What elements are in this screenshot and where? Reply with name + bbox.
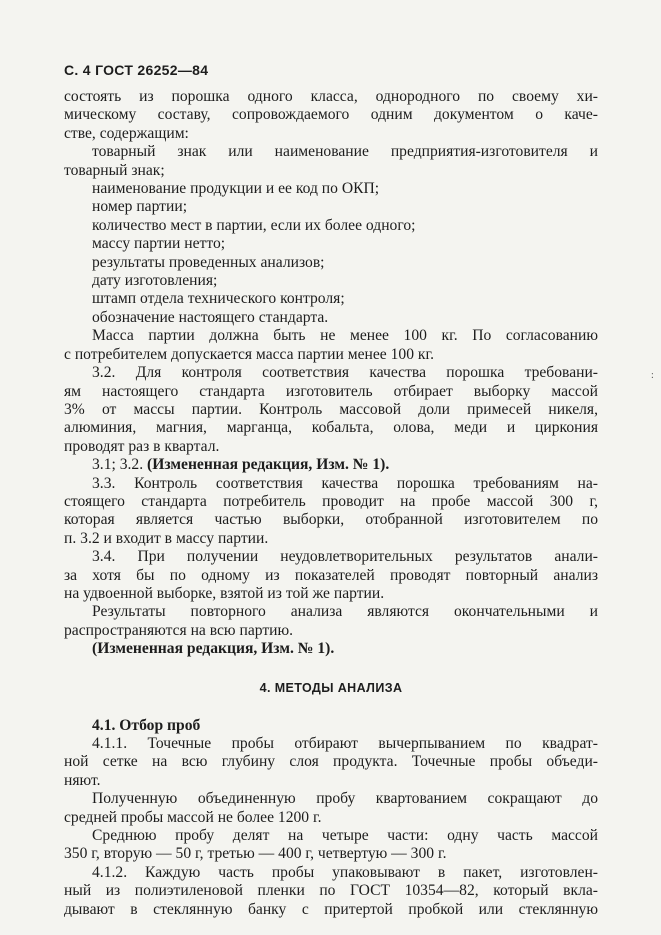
text-line: массу партии нетто; [92,235,226,253]
text-line: которая является частью выборки, отобранной изготовителем по [64,511,598,529]
text-line: 3.3. Контроль соответствия качества порошка требованиям на- [92,474,598,492]
text-line: стве, содержащим: [64,124,189,142]
text-line: 4.1.1. Точечные пробы отбирают вычерпыванием по квадрат- [92,735,598,752]
text-line: 350 г, вторую — 50 г, третью — 400 г, четвертую — 300 г. [64,845,447,863]
amendment-note: (Измененная редакция, Изм. № 1). [147,456,390,474]
section-heading: 4. МЕТОДЫ АНАЛИЗА [259,680,403,695]
document-body [64,88,598,919]
margin-mark: : [651,370,654,381]
text-line: няют. [64,771,101,789]
text-line: п. 3.2 и входит в массу партии. [64,529,269,547]
text-line: штамп отдела технического контроля; [92,290,345,308]
clause-ref: 3.1; 3.2. [92,456,144,474]
text-line: обозначение настоящего стандарта. [92,308,329,326]
text-line: номер партии; [92,198,188,216]
text-line: алюминия, магния, марганца, кобальта, олова, меди и циркония [64,419,598,437]
text-line: ной сетке на всю глубину слоя продукта. Точечные пробы объеди- [64,753,598,771]
text-line: Полученную объединенную пробу квартованием сокращают до [92,790,598,808]
text-line: 3% от массы партии. Контроль массовой доли примесей никеля, [64,400,598,418]
subsection-title: 4.1. Отбор проб [92,716,201,734]
text-line: ный из полиэтиленовой пленки по ГОСТ 10354—82, который вкла- [64,882,598,900]
text-line: дывают в стеклянную банку с притертой пробкой или стеклянную [64,900,598,918]
page-header: С. 4 ГОСТ 26252—84 [64,62,209,78]
text-line: 3.4. При получении неудовлетворительных результатов анали- [92,548,598,566]
text-line: 3.2. Для контроля соответствия качества порошка требовани- [92,364,598,382]
text-line: проводят раз в квартал. [64,437,220,455]
text-line: наименование продукции и ее код по ОКП; [92,180,380,198]
text-line: Масса партии должна быть не менее 100 кг. По согласованию [92,327,598,345]
text-line: количество мест в партии, если их более одного; [92,216,416,234]
text-line: Результаты повторного анализа являются окончательными и [92,603,598,621]
text-line: стоящего стандарта потребитель проводит на пробе массой 300 г, [64,492,598,510]
text-line: на удвоенной выборке, взятой из той же партии. [64,584,385,602]
text-line: с потребителем допускается масса партии менее 100 кг. [64,345,435,363]
text-line: средней пробы массой не более 1200 г. [64,808,322,826]
text-line: за хотя бы по одному из показателей проводят повторный анализ [64,566,598,584]
text-line: результаты проведенных анализов; [92,253,325,271]
text-line: дату изготовления; [92,272,218,290]
amendment-note: (Измененная редакция, Изм. № 1). [92,640,335,658]
text-line: мическому составу, сопровождаемого одним документом о каче- [64,106,598,124]
text-line: товарный знак; [64,161,165,179]
text-line: 4.1.2. Каждую часть пробы упаковывают в пакет, изготовлен- [92,863,598,881]
text-line [64,456,598,474]
text-line: товарный знак или наименование предприятия-изготовителя и [92,143,598,161]
text-line: Среднюю пробу делят на четыре части: одну часть массой [92,827,598,845]
text-line: состоять из порошка одного класса, однородного по своему хи- [64,88,598,105]
text-line: ям настоящего стандарта изготовитель отбирает выборку массой [64,382,598,400]
text-line: распространяются на всю партию. [64,621,294,639]
